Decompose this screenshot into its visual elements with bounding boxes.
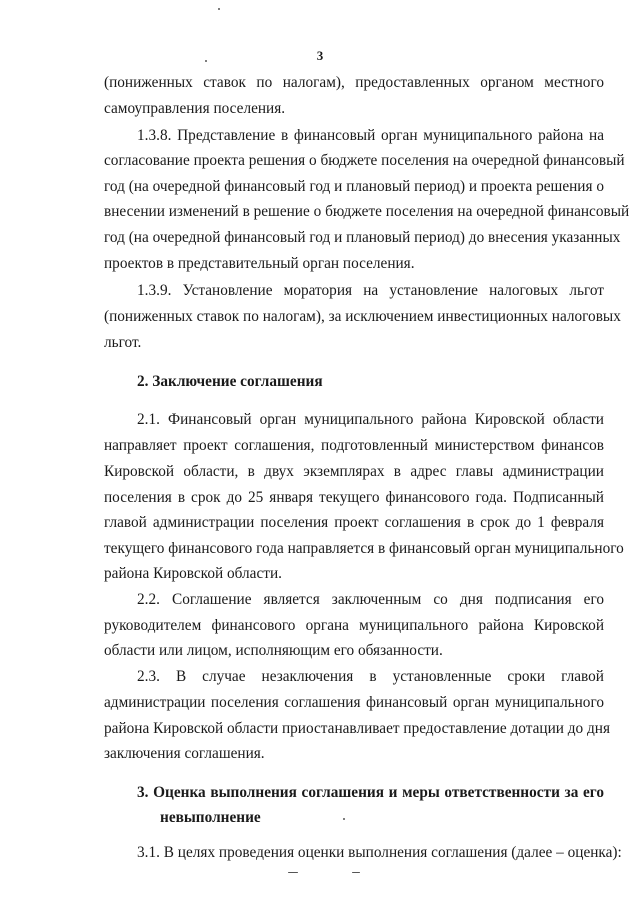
text-line: льгот. [104,334,142,351]
section-heading-continued: невыполнение [160,809,261,826]
text-line: 3.1. В целях проведения оценки выполнения соглашения (далее – оценка): [137,844,622,861]
text-line: 2.3. В случае незаключения в установленные сроки главой [137,668,604,685]
text-line: текущего финансового года направляется в финансовый орган муниципального [104,540,624,557]
text-line: проектов в представительный орган поселения. [104,255,415,272]
text-line: согласование проекта решения о бюджете поселения на очередной финансовый [104,152,625,169]
text-line: (пониженных ставок по налогам), за исключением инвестиционных налоговых [104,308,621,325]
text-line: 1.3.9. Установление моратория на установление налоговых льгот [137,282,604,299]
text-line: руководителем финансового органа муниципального района Кировской [104,617,604,634]
scan-speck [352,872,360,873]
text-line: Кировской области, в двух экземплярах в адрес главы администрации [104,463,604,480]
text-line: внесении изменений в решение о бюджете поселения на очередной финансовый [104,203,630,220]
section-heading: 2. Заключение соглашения [137,373,323,390]
section-heading: 3. Оценка выполнения соглашения и меры ответственности за его [137,784,604,801]
scan-speck [288,872,298,873]
page-number: 3 [316,48,324,63]
text-line: администрации поселения соглашения финансовый орган муниципального [104,694,604,711]
text-line: направляет проект соглашения, подготовленный министерством финансов [104,437,604,454]
text-line: заключения соглашения. [104,745,265,762]
text-line: района Кировской области. [104,565,282,582]
text-line: 2.2. Соглашение является заключенным со дня подписания его [137,591,604,608]
text-line: (пониженных ставок по налогам), предоставленных органом местного [104,74,604,91]
text-line: главой администрации поселения проект соглашения в срок до 1 февраля [104,514,604,531]
scan-speck [205,60,207,62]
text-line: области или лицом, исполняющим его обязанности. [104,642,443,659]
text-line: 1.3.8. Представление в финансовый орган муниципального района на [137,127,604,144]
scan-speck [343,818,345,820]
text-line: год (на очередной финансовый год и плановый период) до внесения указанных [104,229,621,246]
text-line: год (на очередной финансовый год и плановый период) и проекта решения о [104,178,604,195]
text-line: района Кировской области приостанавливает предоставление дотации до дня [104,720,611,737]
text-line: самоуправления поселения. [104,100,286,117]
text-line: поселения в срок до 25 января текущего финансового года. Подписанный [104,489,604,506]
text-line: 2.1. Финансовый орган муниципального района Кировской области [137,411,604,428]
scan-speck [218,8,220,10]
